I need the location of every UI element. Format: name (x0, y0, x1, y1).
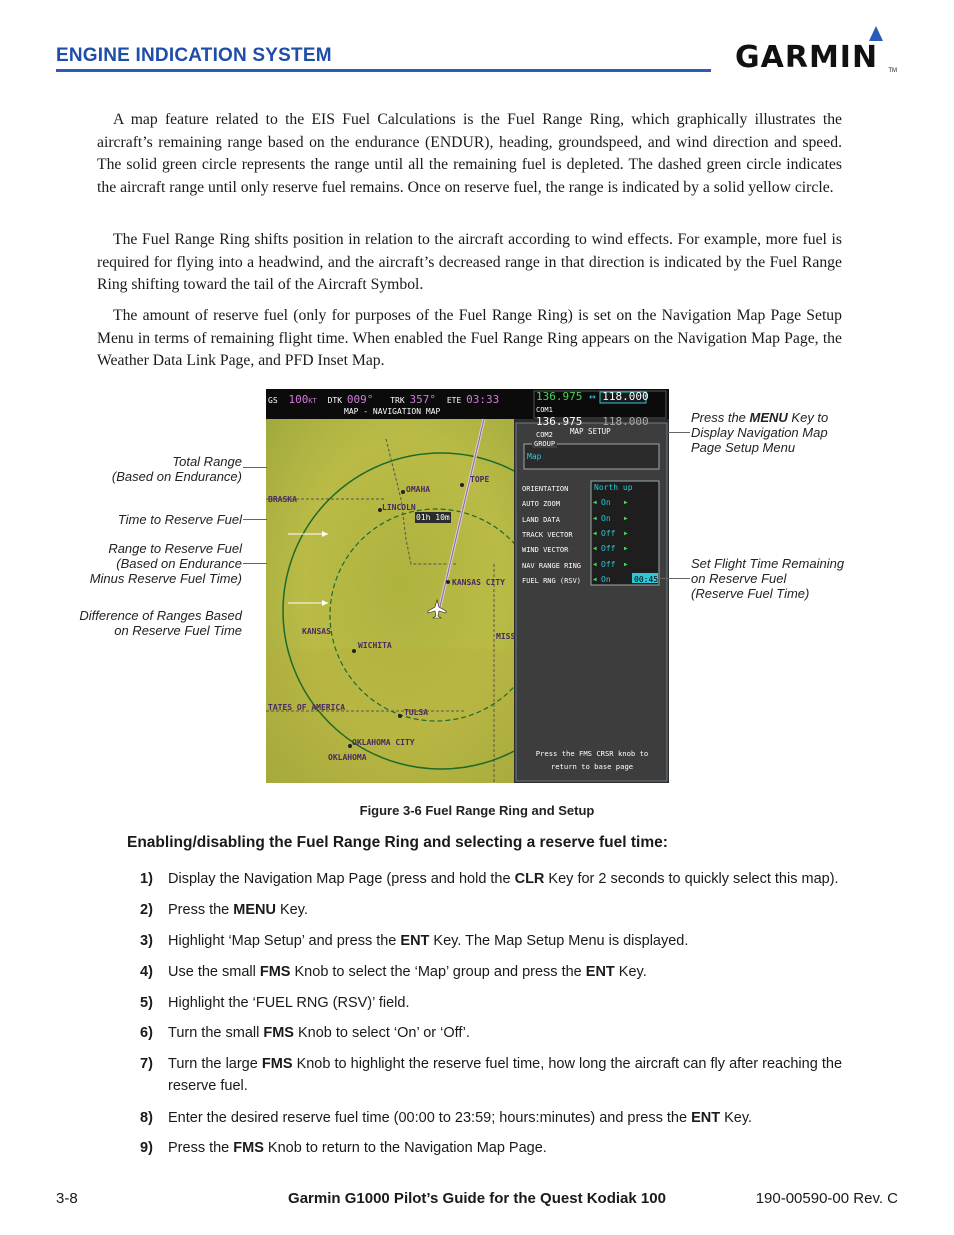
setup-row[interactable] (522, 497, 662, 511)
paragraph-3: The amount of reserve fuel (only for purposes of the Fuel Range Ring) is set on the Navigation Map Page Setup Menu in terms of remaining flight time. When enabled the Fuel Range Ring appears on the Navigation Map Page, the Weather Data Link Page, and PFD Inset Map. (97, 307, 842, 369)
step-text: Highlight the ‘FUEL RNG (RSV)’ field. (168, 995, 410, 1011)
callout-range-reserve-line1: Range to Reserve Fuel (108, 541, 242, 556)
callout-set-time-line3: (Reserve Fuel Time) (691, 586, 810, 601)
callout-set-time-line2: on Reserve Fuel (691, 571, 787, 586)
label-kansas-city: KANSAS CITY (452, 578, 505, 587)
setup-row-value[interactable]: Off (601, 544, 616, 554)
setup-row-label: WIND VECTOR (522, 546, 569, 555)
key-name: MENU (233, 902, 276, 918)
setup-row[interactable] (522, 482, 662, 496)
callout-time-reserve (80, 512, 242, 527)
setup-title: MAP SETUP (570, 427, 611, 436)
step-text: Press the FMS Knob to return to the Navigation Map Page. (168, 1140, 547, 1156)
callout-menu-pre: Press the (691, 410, 750, 425)
setup-row-value[interactable]: On (601, 513, 611, 523)
left-arrow-icon: ◀ (593, 575, 597, 583)
setup-row[interactable] (522, 559, 662, 573)
leader-time-reserve (243, 519, 267, 520)
left-arrow-icon: ◀ (593, 545, 597, 553)
step-number: 4) (140, 964, 153, 980)
com2-label: COM2 (536, 431, 553, 439)
header-rule (56, 69, 711, 72)
com1-label: COM1 (536, 406, 553, 414)
trk-value: 357° (409, 393, 436, 406)
leader-menu (668, 432, 690, 433)
callout-menu-line2: Display Navigation Map (691, 425, 828, 440)
setup-row-label: AUTO ZOOM (522, 500, 560, 509)
setup-footer (518, 747, 666, 773)
leader-range-reserve (243, 563, 267, 564)
reserve-time-value[interactable]: 00:45 (634, 574, 659, 584)
callout-menu (691, 410, 891, 455)
range-time-label: 01h 10m (416, 513, 450, 522)
garmin-logo (735, 26, 897, 76)
callout-set-time (691, 556, 891, 601)
setup-row-value[interactable]: On (601, 498, 611, 508)
callout-total-range-line2: (Based on Endurance) (111, 469, 242, 484)
setup-row-label: LAND DATA (522, 515, 560, 524)
footer-title: Garmin G1000 Pilot’s Guide for the Quest Kodiak 100 (288, 1190, 666, 1207)
key-name: CLR (514, 871, 545, 887)
logo-text: GARMIN (735, 40, 879, 75)
group-value[interactable]: Map (527, 452, 542, 461)
step-text: Turn the large FMS Knob to highlight the reserve fuel time, how long the aircraft can fly after reaching the reserve fuel. (168, 1056, 843, 1094)
setup-row-label: TRACK VECTOR (522, 530, 573, 539)
procedure-step (140, 899, 842, 921)
procedure-step (140, 1137, 842, 1159)
procedure-step (140, 1053, 842, 1097)
right-arrow-icon: ▶ (624, 529, 628, 537)
callout-total-range-line1: Total Range (172, 454, 242, 469)
gs-unit: KT (308, 397, 317, 405)
map-title: MAP - NAVIGATION MAP (344, 407, 441, 416)
callout-difference-line2: on Reserve Fuel Time (114, 623, 242, 638)
setup-row[interactable] (522, 574, 662, 588)
procedure-step (140, 992, 842, 1014)
step-text: Enter the desired reserve fuel time (00:00 to 23:59; hours:minutes) and press the ENT Key. (168, 1110, 753, 1126)
label-lincoln: LINCOLN (382, 503, 416, 512)
key-name: ENT (585, 964, 615, 980)
left-arrow-icon: ◀ (593, 529, 597, 537)
step-text: Turn the small FMS Knob to select ‘On’ or ‘Off’. (168, 1025, 470, 1041)
label-nebraska: BRASKA (268, 495, 297, 504)
setup-row-value[interactable]: On (601, 574, 611, 584)
step-number: 9) (140, 1140, 153, 1156)
label-tulsa: TULSA (404, 708, 429, 717)
com-standby-1: 118.000 (602, 390, 649, 403)
right-arrow-icon: ▶ (624, 514, 628, 522)
callout-menu-post: Key to (787, 410, 829, 425)
step-number: 3) (140, 933, 153, 949)
left-arrow-icon: ◀ (593, 560, 597, 568)
setup-row[interactable] (522, 543, 662, 557)
setup-row-value[interactable]: North up (594, 483, 633, 492)
label-miss: MISS (496, 632, 516, 641)
callout-range-reserve (60, 541, 242, 586)
key-name: FMS (261, 1056, 293, 1072)
trk-label: TRK (390, 396, 405, 405)
key-name: FMS (233, 1140, 264, 1156)
step-number: 1) (140, 871, 153, 887)
callout-total-range (80, 454, 242, 484)
step-text: Use the small FMS Knob to select the ‘Map’ group and press the ENT Key. (168, 964, 647, 980)
setup-row-label: NAV RANGE RING (522, 561, 582, 570)
setup-row-label: FUEL RNG (RSV) (522, 576, 582, 585)
right-arrow-icon: ▶ (624, 560, 628, 568)
step-text: Highlight ‘Map Setup’ and press the ENT Key. The Map Setup Menu is displayed. (168, 933, 689, 949)
setup-footer-line2: return to base page (550, 762, 634, 771)
callout-time-reserve-line1: Time to Reserve Fuel (117, 512, 242, 527)
logo-triangle-icon (869, 26, 883, 41)
step-number: 7) (140, 1056, 153, 1072)
key-name: ENT (400, 933, 430, 949)
com-active-1: 136.975 (536, 390, 583, 403)
label-kansas: KANSAS (302, 627, 331, 636)
procedure-step (140, 1107, 842, 1129)
callout-range-reserve-line2: (Based on Endurance (116, 556, 242, 571)
callout-menu-key: MENU (749, 410, 788, 425)
key-name: ENT (691, 1110, 721, 1126)
setup-row-value[interactable]: Off (601, 528, 616, 538)
left-arrow-icon: ◀ (593, 514, 597, 522)
ete-value: 03:33 (466, 393, 500, 406)
label-oklahoma: OKLAHOMA (328, 753, 367, 762)
label-topeka: TOPE (470, 475, 490, 484)
leader-set-time (658, 578, 690, 579)
label-okc: OKLAHOMA CITY (352, 738, 415, 747)
callout-menu-line1 (691, 410, 891, 425)
group-label: GROUP (534, 440, 556, 448)
step-number: 8) (140, 1110, 153, 1126)
callout-set-time-line1: Set Flight Time Remaining (691, 556, 845, 571)
step-number: 5) (140, 995, 153, 1011)
key-name: FMS (263, 1025, 294, 1041)
setup-row-label: ORIENTATION (522, 485, 569, 493)
setup-footer-line1: Press the FMS CRSR knob to (535, 749, 649, 758)
label-omaha: OMAHA (406, 485, 431, 494)
step-number: 2) (140, 902, 153, 918)
figure-caption: Figure 3-6 Fuel Range Ring and Setup (359, 803, 595, 818)
figure-screenshot (266, 389, 669, 783)
procedure-step (140, 868, 842, 890)
label-wichita: WICHITA (358, 641, 392, 650)
procedure-step (140, 930, 842, 952)
dtk-value: 009° (346, 393, 374, 406)
setup-row-value[interactable]: Off (601, 559, 616, 569)
procedure-step (140, 1022, 842, 1044)
step-text: Press the MENU Key. (168, 902, 308, 918)
key-name: FMS (259, 964, 291, 980)
section-title: ENGINE INDICATION SYSTEM (56, 45, 332, 66)
footer-page: 3-8 (56, 1190, 78, 1207)
gs-label: GS (268, 396, 278, 405)
footer-doc: 190-00590-00 Rev. C (755, 1190, 898, 1207)
gs-value: 100 (288, 393, 309, 406)
procedure-title: Enabling/disabling the Fuel Range Ring and selecting a reserve fuel time: (127, 834, 668, 851)
leader-total-range (243, 467, 267, 468)
label-usa: TATES OF AMERICA (268, 703, 346, 712)
right-arrow-icon: ▶ (624, 545, 628, 553)
step-text: Display the Navigation Map Page (press and hold the CLR Key for 2 seconds to quickly select this map). (168, 871, 839, 887)
callout-range-reserve-line3: Minus Reserve Fuel Time) (89, 571, 242, 586)
logo-tm: TM (888, 68, 897, 74)
procedure-step (140, 961, 842, 983)
step-number: 6) (140, 1025, 153, 1041)
callout-difference-line1: Difference of Ranges Based (79, 608, 242, 623)
paragraph-2: The Fuel Range Ring shifts position in relation to the aircraft according to wind effects. For example, more fuel is required for flying into a headwind, and the aircraft’s decreased range in that direction is indicated by the Fuel Range Ring shifting toward the tail of the Aircraft Symbol. (97, 231, 842, 293)
right-arrow-icon: ▶ (624, 499, 628, 507)
swap-icon: ↔ (588, 390, 596, 403)
setup-row[interactable] (522, 528, 662, 542)
paragraph-1: A map feature related to the EIS Fuel Calculations is the Fuel Range Ring, which graphically illustrates the aircraft’s remaining range based on the endurance (ENDUR), heading, groundspeed, and wind direction and speed. The solid green circle represents the range until all the remaining fuel is depleted. The dashed green circle indicates the aircraft range until only reserve fuel remains. Once on reserve fuel, the range is indicated by a solid yellow circle. (97, 111, 842, 196)
com-standby-2: 118.000 (602, 415, 649, 428)
ete-label: ETE (446, 396, 462, 405)
left-arrow-icon: ◀ (593, 499, 597, 507)
com-active-2: 136.975 (536, 415, 583, 428)
dtk-label: DTK (327, 396, 343, 405)
callout-difference (60, 608, 242, 638)
callout-menu-line3: Page Setup Menu (691, 440, 796, 455)
setup-row[interactable] (522, 513, 662, 527)
